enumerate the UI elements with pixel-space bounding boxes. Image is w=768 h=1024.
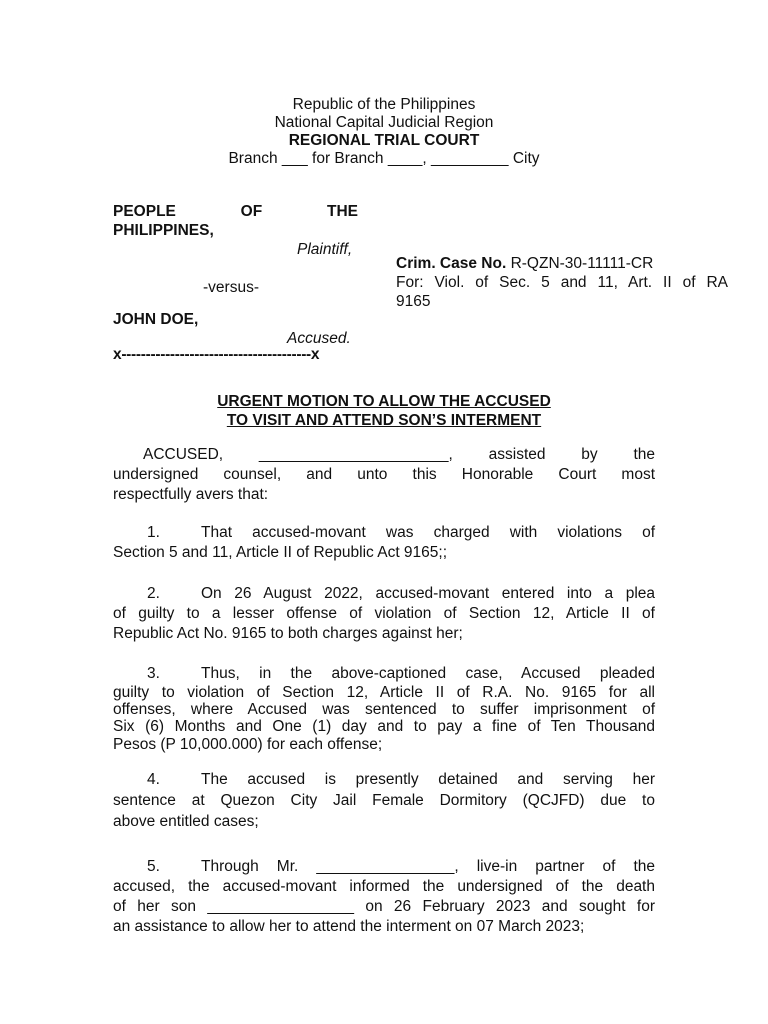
- paragraph-3-line5: Pesos (P 10,000.000) for each offense;: [113, 736, 383, 753]
- paragraph-5-line2: accused, the accused-movant informed the undersigned of the death: [113, 878, 655, 895]
- paragraph-1-line1: [113, 523, 655, 543]
- paragraph-1-line2: Section 5 and 11, Article II of Republic Act 9165;;: [113, 544, 448, 561]
- intro-line3: respectfully avers that:: [113, 486, 269, 503]
- paragraph-1-number: 1.: [147, 524, 160, 541]
- paragraph-3-text1: Thus, in the above-captioned case, Accused pleaded: [201, 665, 655, 682]
- header-region: National Capital Judicial Region: [274, 114, 494, 131]
- paragraph-4-line3: above entitled cases;: [113, 813, 259, 830]
- charge-line2: 9165: [396, 293, 431, 310]
- header-court: REGIONAL TRIAL COURT: [288, 132, 480, 149]
- charge-line1: For: Viol. of Sec. 5 and 11, Art. II of RA: [396, 274, 728, 291]
- header-republic: Republic of the Philippines: [292, 96, 476, 113]
- paragraph-5-line4: an assistance to allow her to attend the interment on 07 March 2023;: [113, 918, 585, 935]
- caption-divider: x---------------------------------------x: [113, 346, 320, 363]
- paragraph-1-text1: That accused-movant was charged with violations of: [201, 524, 655, 541]
- paragraph-5-text1: Through Mr. ________________, live-in partner of the: [201, 858, 655, 875]
- case-number-label: Crim. Case No.: [396, 255, 507, 272]
- paragraph-4-line2: sentence at Quezon City Jail Female Dormitory (QCJFD) due to: [113, 792, 655, 809]
- accused-name: JOHN DOE,: [113, 311, 199, 328]
- paragraph-2-line2: of guilty to a lesser offense of violation of Section 12, Article II of: [113, 605, 655, 622]
- case-caption-details: [396, 254, 728, 311]
- paragraph-3-line3: offenses, where Accused was sentenced to suffer imprisonment of: [113, 701, 655, 718]
- motion-title-line2: TO VISIT AND ATTEND SON’S INTERMENT: [226, 412, 542, 429]
- paragraph-2-line1: [113, 584, 655, 604]
- motion-title-line1: URGENT MOTION TO ALLOW THE ACCUSED: [217, 393, 551, 410]
- paragraph-5-line1: [113, 857, 655, 877]
- paragraph-3-line1: [113, 664, 655, 684]
- motion-title: [0, 392, 768, 430]
- intro-line1: ACCUSED, ______________________, assisted by the: [143, 446, 655, 463]
- plaintiff-name-line1: PEOPLE OF THE: [113, 203, 358, 220]
- paragraph-5: [113, 857, 655, 937]
- paragraph-2-number: 2.: [147, 585, 160, 602]
- intro-paragraph: [113, 445, 655, 505]
- paragraph-3: [113, 664, 655, 754]
- paragraph-5-number: 5.: [147, 858, 160, 875]
- paragraph-5-line3: of her son _________________ on 26 February 2023 and sought for: [113, 898, 655, 915]
- case-caption-parties: [113, 202, 358, 364]
- paragraph-3-number: 3.: [147, 665, 160, 682]
- paragraph-3-line4: Six (6) Months and One (1) day and to pay a fine of Ten Thousand: [113, 718, 655, 735]
- plaintiff-role: Plaintiff,: [297, 241, 353, 258]
- paragraph-3-line2: guilty to violation of Section 12, Article II of R.A. No. 9165 for all: [113, 684, 655, 701]
- paragraph-2-text1: On 26 August 2022, accused-movant entered into a plea: [201, 585, 655, 602]
- paragraph-1: [113, 523, 655, 563]
- paragraph-2: [113, 584, 655, 644]
- accused-role: Accused.: [287, 330, 351, 347]
- intro-line2: undersigned counsel, and unto this Honorable Court most: [113, 466, 655, 483]
- case-number-value: R-QZN-30-11111-CR: [506, 255, 654, 272]
- plaintiff-name-line2: PHILIPPINES,: [113, 222, 214, 239]
- header-branch: Branch ___ for Branch ____, _________ City: [228, 150, 540, 167]
- paragraph-4-number: 4.: [147, 771, 160, 788]
- paragraph-2-line3: Republic Act No. 9165 to both charges against her;: [113, 625, 463, 642]
- court-header: [0, 96, 768, 168]
- paragraph-4: [113, 770, 655, 832]
- paragraph-4-line1: [113, 770, 655, 790]
- versus-label: -versus-: [203, 279, 259, 296]
- case-number-line: [396, 254, 728, 273]
- paragraph-4-text1: The accused is presently detained and serving her: [201, 771, 655, 788]
